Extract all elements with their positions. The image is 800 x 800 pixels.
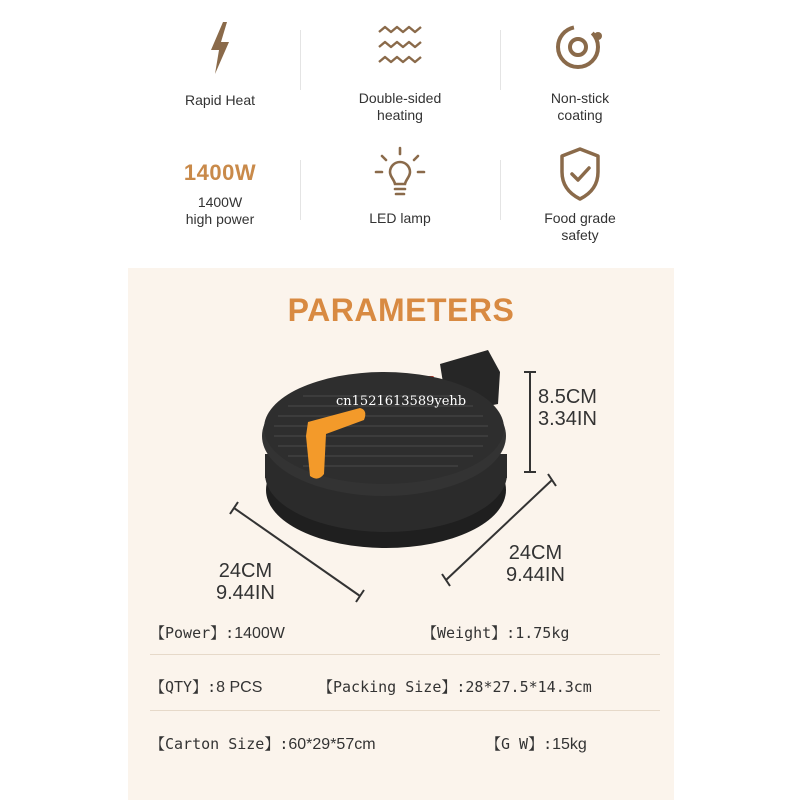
divider	[300, 30, 301, 90]
lightbulb-icon	[372, 146, 428, 198]
height-dimension	[538, 386, 597, 430]
parameters-title: PARAMETERS	[287, 292, 515, 328]
spec-weight: 【Weight】:1.75kg	[422, 624, 570, 642]
feature-label: Food grade safety	[544, 210, 616, 243]
power-badge: 1400W	[183, 160, 257, 185]
feature-led-lamp	[320, 146, 480, 227]
depth-cm: 24CM	[508, 542, 563, 564]
feature-double-sided	[320, 22, 480, 124]
watermark-text: cn1521613589yehb	[336, 394, 467, 409]
parameters-panel	[128, 268, 674, 800]
lightning-icon	[205, 20, 235, 76]
feature-label: Double-sided heating	[358, 90, 442, 123]
spec-carton-size: 【Carton Size】:60*29*57cm	[150, 735, 376, 753]
feature-label: Rapid Heat	[184, 92, 256, 108]
waffle-maker-image	[128, 268, 674, 608]
divider	[150, 654, 660, 655]
feature-label: Non-stick coating	[550, 90, 610, 123]
feature-label: LED lamp	[369, 210, 431, 226]
spec-gross-weight: 【G W】:15kg	[486, 735, 587, 753]
height-in: 3.34IN	[538, 408, 597, 430]
width-cm: 24CM	[218, 560, 273, 582]
height-cm: 8.5CM	[538, 386, 597, 408]
feature-rapid-heat	[140, 20, 300, 109]
spec-packing-size: 【Packing Size】:28*27.5*14.3cm	[318, 678, 592, 696]
features-grid	[120, 0, 680, 268]
depth-in: 9.44IN	[506, 564, 565, 586]
divider	[300, 160, 301, 220]
divider	[150, 710, 660, 711]
shield-check-icon	[556, 146, 604, 202]
wave-heat-icon	[375, 22, 425, 72]
depth-dimension	[506, 542, 565, 586]
width-in: 9.44IN	[216, 582, 275, 604]
feature-non-stick	[500, 22, 660, 124]
feature-food-grade	[500, 146, 660, 244]
width-dimension	[216, 560, 275, 604]
feature-high-power	[140, 160, 300, 228]
nonstick-pan-icon	[554, 22, 606, 72]
spec-qty: 【QTY】:8 PCS	[150, 678, 263, 696]
feature-label: 1400W high power	[185, 194, 255, 227]
spec-power: 【Power】:1400W	[150, 624, 285, 642]
